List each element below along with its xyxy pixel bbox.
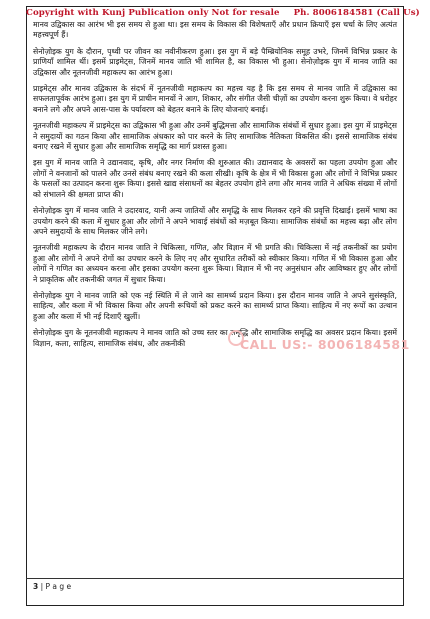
- page-header: [26, 8, 420, 18]
- paragraph: सेनोज़ोइक युग ने मानव जाति को एक नई स्थिति में ले जाने का सामर्थ्य प्रदान किया। इस दौरान मानव जाति ने अपने सुसंस्कृति, साहित्य, और कला में भी विकास किया और अपनी रूचियों को प्रकट करने का सामर्थ्य प्राप्त किया। साहित्य में नए रूपों का उत्थान हुआ और कला में भी नई दिशाएँ खुलीं।: [33, 290, 397, 321]
- paragraph: नूतनजीवी महाकल्प में प्राइमेट्स का उद्विकास भी हुआ और उनमें बुद्धिमत्ता और सामाजिक संबंधों में सुधार हुआ। इस युग में प्राइमेट्स ने समुदायों का गठन किया और सामाजिक अंधकार को पार करने के लिए सामाजिक नैतिकता विकसित की। इससे सामाजिक संबंध बनाए रखने में सुधार हुआ और सामाजिक समृद्धि का मार्ग प्रशस्त हुआ।: [33, 121, 397, 152]
- paragraph: सेनोज़ोइक युग के दौरान, पृथ्वी पर जीवन का नवीनीकरण हुआ। इस युग में बड़े पैम्ब्रियोनिक समूह उभरे, जिनमें विभिन्न प्रकार के प्राणियाँ शामिल थीं। इसमें प्राइमेट्स, जिनमें मानव जाति भी शामिल है, का विकास भी हुआ। सेनोज़ोइक युग में मानव जाति का उद्विकास और नूतनजीवी महाकल्प का आरंभ हुआ।: [33, 46, 397, 77]
- paragraph: नूतनजीवी महाकल्प के दौरान मानव जाति ने चिकित्सा, गणित, और विज्ञान में भी प्रगति की। चिकित्सा में नई तकनीकों का प्रयोग हुआ और लोगों ने अपने रोगों का उपचार करने के लिए नए और सुधारित तरीकों को स्वीकार किया। गणित में भी विकास हुआ और लोगों ने गणित का अध्ययन करना और इसका उपयोग करना शुरू किया। विज्ञान में भी नए अनुसंधान और आविष्कार हुए और लोगों ने प्राकृतिक और तकनीकी जगत में सुधार किया।: [33, 243, 397, 284]
- paragraph: इस युग में मानव जाति ने उद्यानवाद, कृषि, और नगर निर्माण की शुरुआत की। उद्यानवाद के अवसरों का पहला उपयोग हुआ और लोगों ने वनजानों को पालने और उनसे संबंध बनाए रखने की कला सीखी। कृषि के क्षेत्र में भी विकास हुआ और लोगों ने विभिन्न प्रकार के फसलों का उत्पादन करना शुरू किया। इससे खाद्य संसाधनों का बेहतर उपयोग होने लगा और मानव जाति ने अधिक संख्या में लोगों को संभालने की क्षमता प्राप्त की।: [33, 158, 397, 199]
- page-label: | P a g e: [40, 582, 72, 591]
- paragraph: प्राइमेट्स और मानव उद्विकास के संदर्भ में नूतनजीवी महाकल्प का महत्त्व यह है कि इस समय से मानव जाति में उद्विकास का सफलतापूर्वक आरंभ हुआ। इस युग में प्राचीन मानवों ने आग, शिकार, और संगीत जैसी चीज़ों का उपयोग करना शुरू किया। वे धरोहर बनाने लगे और अपने आस-पास के पर्यावरण को बेहतर बनाने के लिए योजनाएं बनाई।: [33, 84, 397, 114]
- paragraph: मानव उद्विकास का आरंभ भी इस समय से हुआ था। इस समय के विकास की विशेषताएँ और प्रधान क्रियाएँ इस चर्चा के लिए अत्यंत महत्त्वपूर्ण हैं।: [33, 20, 397, 40]
- phone-number: Ph. 8006184581 (Call Us): [293, 8, 420, 18]
- footer-divider: [26, 578, 404, 579]
- paragraph: सेनोज़ोइक युग के नूतनजीवी महाकल्प ने मानव जाति को उच्च स्तर का समृद्धि और सामाजिक समृद्धि का अवसर प्रदान किया। इसमें विज्ञान, कला, साहित्य, सामाजिक संबंध, और तकनीकी: [33, 328, 397, 348]
- paragraph: सेनोज़ोइक युग में मानव जाति ने उदारवाद, यानी अन्य जातियों और समृद्धि के साथ मिलकर रहने की प्रवृत्ति दिखाई। इसमें भाषा का उपयोग करने की कला में सुधार हुआ और लोगों ने अपने भावाई संबंधों को मज़बूत किया। सामाजिक संबंधों का महत्त्व बढ़ा और लोग अपने समुदायों के साथ मिलकर जीने लगे।: [33, 206, 397, 236]
- watermark: CALL US:- 8006184581: [240, 337, 410, 352]
- page-footer: [33, 582, 71, 591]
- copyright-notice: Copyright with Kunj Publication only Not for resale: [26, 8, 280, 18]
- page-number: 3: [33, 582, 39, 591]
- body-text: [33, 20, 397, 355]
